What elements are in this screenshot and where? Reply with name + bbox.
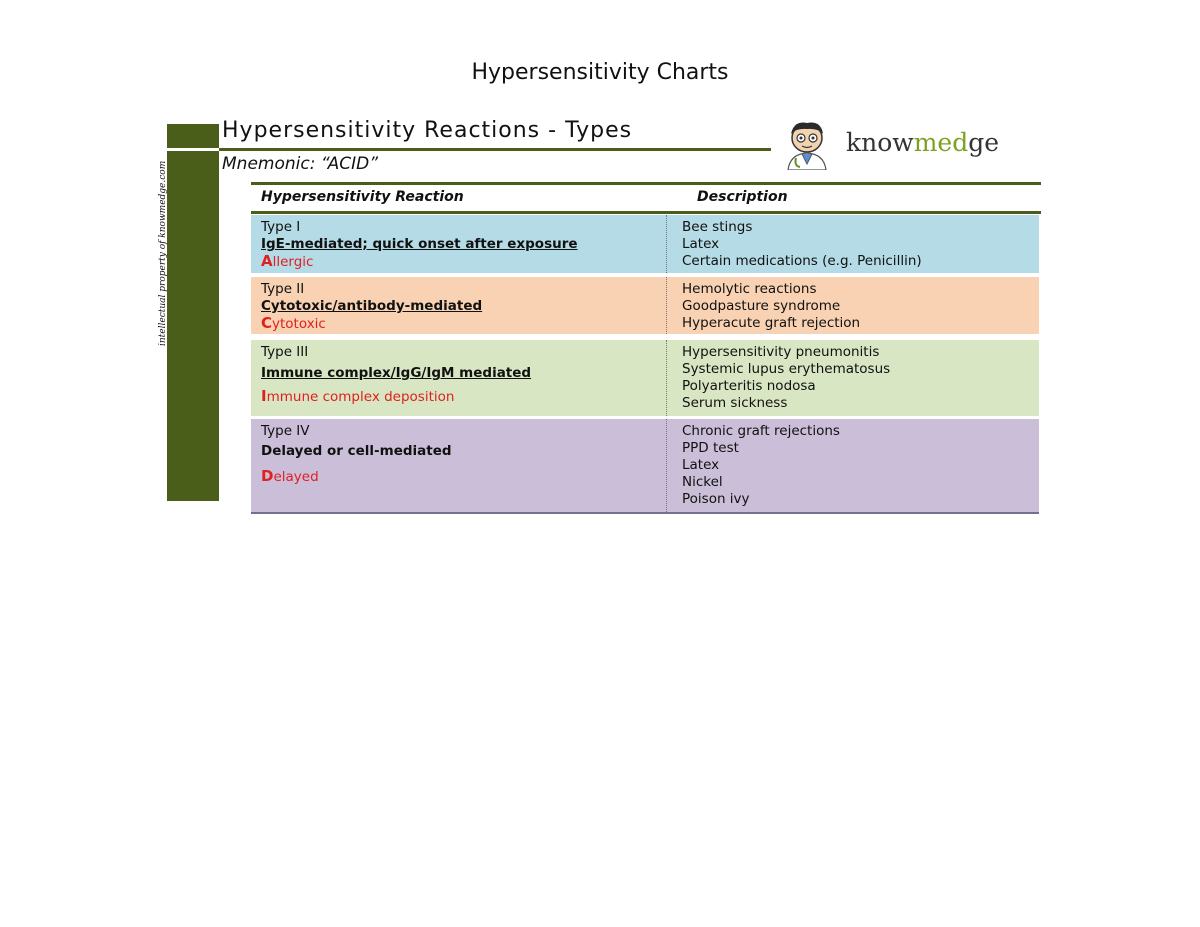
- example-item: Latex: [682, 457, 720, 473]
- example-item: Hemolytic reactions: [682, 281, 817, 297]
- mnemonic-word: Delayed: [261, 467, 319, 485]
- example-item: Certain medications (e.g. Penicillin): [682, 253, 922, 269]
- reaction-cell: [261, 344, 666, 406]
- mnemonic-label: Mnemonic: “ACID”: [222, 154, 379, 174]
- description-cell: [682, 281, 1042, 332]
- mnemonic-word: Allergic: [261, 252, 314, 270]
- example-item: Hypersensitivity pneumonitis: [682, 344, 880, 360]
- table-row-type-3: [251, 340, 1039, 416]
- mechanism-text: Immune complex/IgG/IgM mediated: [261, 365, 532, 381]
- table-row-type-1: [251, 215, 1039, 273]
- figure-heading: Hypersensitivity Reactions - Types: [222, 118, 633, 143]
- example-item: Goodpasture syndrome: [682, 298, 841, 314]
- table-row-type-2: [251, 277, 1039, 334]
- reaction-cell: [261, 219, 666, 271]
- example-item: Latex: [682, 236, 720, 252]
- mechanism-text: Delayed or cell-mediated: [261, 443, 452, 459]
- table-row-type-4: [251, 419, 1039, 514]
- example-item: Poison ivy: [682, 491, 750, 507]
- example-item: Hyperacute graft rejection: [682, 315, 861, 331]
- mnemonic-word: Immune complex deposition: [261, 387, 455, 405]
- logo-text: knowmedge: [846, 128, 1000, 157]
- column-header: [251, 182, 1041, 214]
- mechanism-text: Cytotoxic/antibody-mediated: [261, 298, 483, 314]
- description-cell: [682, 219, 1042, 270]
- column-divider: [666, 215, 667, 273]
- heading-rule: [219, 148, 771, 151]
- example-item: Systemic lupus erythematosus: [682, 361, 891, 377]
- mechanism-text: IgE-mediated; quick onset after exposure: [261, 236, 578, 252]
- column-divider: [666, 277, 667, 334]
- reaction-cell: [261, 281, 666, 333]
- type-label: Type III: [261, 344, 309, 360]
- type-label: Type IV: [261, 423, 310, 439]
- hypersensitivity-figure: [150, 118, 1050, 520]
- example-item: Serum sickness: [682, 395, 788, 411]
- example-item: Nickel: [682, 474, 723, 490]
- column-header-description: Description: [697, 189, 788, 205]
- reaction-cell: [261, 423, 666, 486]
- example-item: PPD test: [682, 440, 739, 456]
- example-item: Bee stings: [682, 219, 753, 235]
- knowmedge-logo: [774, 120, 1024, 170]
- description-cell: [682, 423, 1042, 508]
- description-cell: [682, 344, 1042, 412]
- type-label: Type II: [261, 281, 305, 297]
- column-header-reaction: Hypersensitivity Reaction: [261, 189, 464, 205]
- type-label: Type I: [261, 219, 301, 235]
- column-divider: [666, 340, 667, 416]
- doctor-cartoon-icon: [774, 120, 840, 170]
- column-divider: [666, 419, 667, 512]
- example-item: Polyarteritis nodosa: [682, 378, 816, 394]
- side-note: intellectual property of knowmedge.com: [158, 160, 168, 346]
- side-bar: [167, 124, 219, 501]
- side-bar-notch: [167, 148, 219, 151]
- example-item: Chronic graft rejections: [682, 423, 840, 439]
- mnemonic-word: Cytotoxic: [261, 314, 326, 332]
- page-title: Hypersensitivity Charts: [471, 60, 729, 85]
